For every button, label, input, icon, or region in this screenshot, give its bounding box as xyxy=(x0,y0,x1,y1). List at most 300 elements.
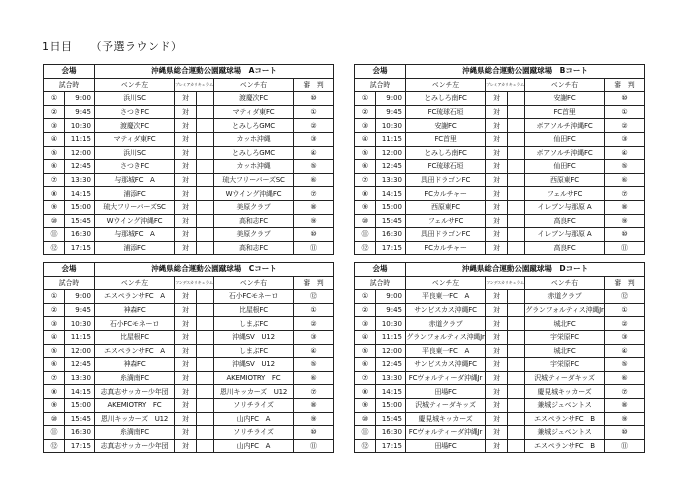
referee-number: ⑧ xyxy=(294,200,334,214)
match-time: 17:15 xyxy=(376,241,406,255)
blank-cell xyxy=(508,241,525,255)
table-row xyxy=(44,119,334,133)
vs-label: 対 xyxy=(486,132,508,146)
blank-cell xyxy=(197,228,214,242)
table-row xyxy=(355,330,645,344)
match-time: 15:45 xyxy=(65,412,95,426)
table-row xyxy=(44,344,334,358)
match-number: ⑨ xyxy=(44,200,65,214)
blank-cell xyxy=(197,344,214,358)
referee-number: ④ xyxy=(605,344,645,358)
match-number: ⑧ xyxy=(44,385,65,399)
vs-label: 対 xyxy=(175,317,197,331)
blank-cell xyxy=(508,385,525,399)
court-d-table xyxy=(354,262,645,453)
match-time: 11:15 xyxy=(376,330,406,344)
vs-label: 対 xyxy=(486,200,508,214)
referee-number: ④ xyxy=(294,146,334,160)
blank-cell xyxy=(197,385,214,399)
vs-label: 対 xyxy=(486,303,508,317)
match-time: 17:15 xyxy=(65,241,95,255)
team-right: ボアソルチ沖縄FC xyxy=(525,146,605,160)
team-right: 高良FC xyxy=(525,214,605,228)
team-left: 神森FC xyxy=(95,303,175,317)
match-number: ⑪ xyxy=(355,426,376,440)
table-row xyxy=(355,290,645,304)
team-left: 平良東一FC A xyxy=(406,344,486,358)
referee-number: ⑫ xyxy=(605,290,645,304)
team-right: ソリチライズ xyxy=(214,398,294,412)
referee-number: ⑥ xyxy=(294,371,334,385)
blank-cell xyxy=(197,132,214,146)
match-number: ⑩ xyxy=(355,214,376,228)
referee-number: ⑦ xyxy=(294,385,334,399)
vs-label: 対 xyxy=(486,358,508,372)
table-row xyxy=(355,173,645,187)
table-row xyxy=(44,439,334,453)
match-time: 15:00 xyxy=(65,398,95,412)
team-right: 山内FC A xyxy=(214,412,294,426)
referee-number: ⑤ xyxy=(605,160,645,174)
blank-cell xyxy=(197,241,214,255)
match-time: 16:30 xyxy=(376,228,406,242)
vs-label: 対 xyxy=(486,160,508,174)
team-right: しまぶFC xyxy=(214,317,294,331)
match-number: ⑪ xyxy=(355,228,376,242)
venue-name: 沖縄県総合運動公園蹴球場 Aコート xyxy=(95,65,334,79)
match-number: ⑤ xyxy=(355,344,376,358)
vs-label: 対 xyxy=(175,200,197,214)
team-right: 兼城ジュベントス xyxy=(525,426,605,440)
team-left: 赤道クラブ xyxy=(406,317,486,331)
header-match-time: 試合時 xyxy=(44,276,95,290)
team-left: 志真志サッカー少年団 xyxy=(95,439,175,453)
team-left: 糸満南FC xyxy=(95,371,175,385)
referee-number: ② xyxy=(294,119,334,133)
referee-number: ② xyxy=(605,317,645,331)
team-right: マティダ東FC xyxy=(214,105,294,119)
match-time: 12:45 xyxy=(376,358,406,372)
blank-cell xyxy=(508,200,525,214)
header-bench-left: ベンチ左 xyxy=(406,276,486,290)
table-row xyxy=(355,358,645,372)
vs-label: 対 xyxy=(486,187,508,201)
vs-label: 対 xyxy=(175,385,197,399)
table-row xyxy=(355,412,645,426)
blank-cell xyxy=(197,439,214,453)
blank-cell xyxy=(508,371,525,385)
referee-number: ⑧ xyxy=(605,398,645,412)
vs-label: 対 xyxy=(175,439,197,453)
referee-number: ⑨ xyxy=(294,412,334,426)
vs-label: 対 xyxy=(486,385,508,399)
table-row xyxy=(355,187,645,201)
team-left: サンビスカス沖縄FC xyxy=(406,358,486,372)
vs-label: 対 xyxy=(175,119,197,133)
vs-label: 対 xyxy=(486,290,508,304)
team-right: 沖縄SV U12 xyxy=(214,358,294,372)
table-row xyxy=(44,398,334,412)
header-referee: 審 判 xyxy=(294,78,334,92)
referee-number: ③ xyxy=(294,330,334,344)
blank-cell xyxy=(197,92,214,106)
match-number: ⑩ xyxy=(355,412,376,426)
vs-label: 対 xyxy=(486,398,508,412)
blank-cell xyxy=(508,358,525,372)
table-row xyxy=(44,105,334,119)
header-bench-right: ベンチ右 xyxy=(525,78,605,92)
round-label: （予選ラウンド） xyxy=(90,40,183,53)
table-row xyxy=(355,398,645,412)
blank-cell xyxy=(197,371,214,385)
team-left: 比屋根FC xyxy=(95,330,175,344)
vs-label: 対 xyxy=(175,146,197,160)
blank-cell xyxy=(197,160,214,174)
team-left: エスペランサFC A xyxy=(95,290,175,304)
blank-cell xyxy=(508,303,525,317)
table-row xyxy=(44,371,334,385)
team-left: FC琉球石垣 xyxy=(406,160,486,174)
referee-number: ⑪ xyxy=(294,241,334,255)
match-time: 9:45 xyxy=(65,303,95,317)
team-right: 琉大フリーバーズSC xyxy=(214,173,294,187)
vs-label: 対 xyxy=(486,228,508,242)
match-number: ⑤ xyxy=(44,146,65,160)
match-number: ④ xyxy=(44,132,65,146)
table-row xyxy=(355,105,645,119)
team-right: しまぶFC xyxy=(214,344,294,358)
team-left: 安謝FC xyxy=(406,119,486,133)
team-right: FC首里 xyxy=(525,105,605,119)
vs-label: 対 xyxy=(175,214,197,228)
table-row xyxy=(44,214,334,228)
blank-cell xyxy=(508,132,525,146)
referee-number: ③ xyxy=(605,330,645,344)
team-left: AKEMIOTRY FC xyxy=(95,398,175,412)
table-row xyxy=(355,214,645,228)
venue-name: 沖縄県総合運動公園蹴球場 Bコート xyxy=(406,65,645,79)
team-right: とみしろGMC xyxy=(214,119,294,133)
vs-label: 対 xyxy=(175,371,197,385)
header-match-time: 試合時 xyxy=(355,276,406,290)
team-right: ボアソルチ沖縄FC xyxy=(525,119,605,133)
referee-number: ⑨ xyxy=(605,412,645,426)
referee-number: ① xyxy=(605,105,645,119)
vs-label: 対 xyxy=(175,160,197,174)
team-right: 慶見城キッカーズ xyxy=(525,385,605,399)
blank-cell xyxy=(197,358,214,372)
header-small-label: プレミアカリキュラム xyxy=(175,78,214,92)
table-row xyxy=(44,317,334,331)
match-time: 13:30 xyxy=(376,173,406,187)
venue-label: 会場 xyxy=(44,263,95,277)
vs-label: 対 xyxy=(486,105,508,119)
referee-number: ⑤ xyxy=(294,160,334,174)
blank-cell xyxy=(508,330,525,344)
vs-label: 対 xyxy=(175,92,197,106)
blank-cell xyxy=(508,344,525,358)
team-right: カッホ沖縄 xyxy=(214,132,294,146)
blank-cell xyxy=(508,105,525,119)
blank-cell xyxy=(197,146,214,160)
referee-number: ⑤ xyxy=(605,358,645,372)
vs-label: 対 xyxy=(486,330,508,344)
match-number: ④ xyxy=(44,330,65,344)
team-left: サンビスカス沖縄FC xyxy=(406,303,486,317)
match-number: ④ xyxy=(355,330,376,344)
venue-row xyxy=(355,65,645,79)
match-time: 15:00 xyxy=(376,200,406,214)
vs-label: 対 xyxy=(486,146,508,160)
match-number: ⑫ xyxy=(355,439,376,453)
venue-row xyxy=(44,65,334,79)
vs-label: 対 xyxy=(175,426,197,440)
referee-number: ③ xyxy=(605,132,645,146)
table-row xyxy=(355,119,645,133)
blank-cell xyxy=(508,412,525,426)
vs-label: 対 xyxy=(486,173,508,187)
blank-cell xyxy=(508,398,525,412)
match-number: ⑪ xyxy=(44,228,65,242)
match-time: 11:15 xyxy=(65,330,95,344)
blank-cell xyxy=(197,330,214,344)
table-row xyxy=(355,385,645,399)
vs-label: 対 xyxy=(175,241,197,255)
team-right: 西原東FC xyxy=(525,173,605,187)
referee-number: ⑥ xyxy=(294,173,334,187)
header-small-label: フンデスカリキュラム xyxy=(175,276,214,290)
match-number: ⑩ xyxy=(44,214,65,228)
team-right: 美原クラブ xyxy=(214,228,294,242)
team-right: 宇栄原FC xyxy=(525,330,605,344)
referee-number: ⑩ xyxy=(605,228,645,242)
table-row xyxy=(44,187,334,201)
match-time: 16:30 xyxy=(65,228,95,242)
match-number: ⑨ xyxy=(355,398,376,412)
match-number: ⑦ xyxy=(44,173,65,187)
table-row xyxy=(44,241,334,255)
team-right: 赤道クラブ xyxy=(525,290,605,304)
match-time: 15:45 xyxy=(65,214,95,228)
match-number: ⑤ xyxy=(44,344,65,358)
venue-name: 沖縄県総合運動公園蹴球場 Dコート xyxy=(406,263,645,277)
match-time: 15:45 xyxy=(376,214,406,228)
vs-label: 対 xyxy=(486,412,508,426)
team-left: 慶見城キッカーズ xyxy=(406,412,486,426)
referee-number: ⑦ xyxy=(294,187,334,201)
team-right: イレブン与那原 A xyxy=(525,228,605,242)
match-time: 9:00 xyxy=(376,92,406,106)
blank-cell xyxy=(508,160,525,174)
header-bench-left: ベンチ左 xyxy=(95,276,175,290)
referee-number: ⑩ xyxy=(294,426,334,440)
team-left: FC琉球石垣 xyxy=(406,105,486,119)
blank-cell xyxy=(197,187,214,201)
match-time: 13:30 xyxy=(376,371,406,385)
match-time: 14:15 xyxy=(65,187,95,201)
blank-cell xyxy=(508,119,525,133)
match-time: 13:30 xyxy=(65,173,95,187)
team-right: 高和志FC xyxy=(214,214,294,228)
blank-cell xyxy=(508,228,525,242)
column-header-row xyxy=(355,276,645,290)
team-right: 沖縄SV U12 xyxy=(214,330,294,344)
header-bench-left: ベンチ左 xyxy=(406,78,486,92)
vs-label: 対 xyxy=(175,344,197,358)
match-time: 10:30 xyxy=(65,119,95,133)
match-time: 12:45 xyxy=(376,160,406,174)
match-time: 9:45 xyxy=(376,105,406,119)
table-row xyxy=(44,385,334,399)
match-time: 9:00 xyxy=(376,290,406,304)
referee-number: ⑤ xyxy=(294,358,334,372)
header-referee: 審 判 xyxy=(294,276,334,290)
match-number: ② xyxy=(44,105,65,119)
team-right: 宇栄原FC xyxy=(525,358,605,372)
referee-number: ① xyxy=(294,105,334,119)
team-right: 安謝FC xyxy=(525,92,605,106)
referee-number: ⑨ xyxy=(605,214,645,228)
match-number: ⑦ xyxy=(44,371,65,385)
match-number: ⑫ xyxy=(44,241,65,255)
match-number: ⑥ xyxy=(44,160,65,174)
blank-cell xyxy=(508,317,525,331)
blank-cell xyxy=(508,173,525,187)
match-time: 16:30 xyxy=(65,426,95,440)
team-right: 沢城ティーダキッズ xyxy=(525,371,605,385)
blank-cell xyxy=(508,214,525,228)
match-number: ① xyxy=(44,290,65,304)
vs-label: 対 xyxy=(175,228,197,242)
blank-cell xyxy=(197,105,214,119)
vs-label: 対 xyxy=(486,119,508,133)
match-number: ③ xyxy=(355,317,376,331)
header-referee: 審 判 xyxy=(605,276,645,290)
team-left: マティダ東FC xyxy=(95,132,175,146)
referee-number: ④ xyxy=(605,146,645,160)
match-number: ⑥ xyxy=(355,160,376,174)
header-bench-right: ベンチ右 xyxy=(525,276,605,290)
table-row xyxy=(355,241,645,255)
referee-number: ⑫ xyxy=(294,290,334,304)
referee-number: ⑦ xyxy=(605,187,645,201)
team-right: イレブン与那原 A xyxy=(525,200,605,214)
header-small-label: フンデスカリキュラム xyxy=(486,276,525,290)
team-left: FCヴォルティーダ沖縄Jr xyxy=(406,371,486,385)
table-row xyxy=(44,173,334,187)
court-a-table xyxy=(43,64,334,255)
team-right: 山内FC A xyxy=(214,439,294,453)
blank-cell xyxy=(508,187,525,201)
table-row xyxy=(44,146,334,160)
team-left: FCカルチャー xyxy=(406,241,486,255)
team-right: カッホ沖縄 xyxy=(214,160,294,174)
match-number: ② xyxy=(355,303,376,317)
match-number: ① xyxy=(44,92,65,106)
table-row xyxy=(355,200,645,214)
referee-number: ① xyxy=(294,303,334,317)
team-right: ソリチライズ xyxy=(214,426,294,440)
referee-number: ② xyxy=(605,119,645,133)
match-time: 15:00 xyxy=(376,398,406,412)
table-row xyxy=(44,200,334,214)
match-time: 9:45 xyxy=(376,303,406,317)
blank-cell xyxy=(508,92,525,106)
table-row xyxy=(44,412,334,426)
team-left: 渡慶次FC xyxy=(95,119,175,133)
blank-cell xyxy=(197,398,214,412)
blank-cell xyxy=(508,426,525,440)
match-number: ⑥ xyxy=(355,358,376,372)
referee-number: ⑪ xyxy=(605,439,645,453)
team-right: グランフォルティス沖縄Jr xyxy=(525,303,605,317)
venue-label: 会場 xyxy=(44,65,95,79)
referee-number: ⑩ xyxy=(605,92,645,106)
team-left: 与那城FC A xyxy=(95,228,175,242)
referee-number: ⑩ xyxy=(294,92,334,106)
team-right: 比屋根FC xyxy=(214,303,294,317)
header-bench-right: ベンチ右 xyxy=(214,78,294,92)
blank-cell xyxy=(197,119,214,133)
team-right: 恩川キッカーズ U12 xyxy=(214,385,294,399)
header-bench-left: ベンチ左 xyxy=(95,78,175,92)
header-match-time: 試合時 xyxy=(44,78,95,92)
vs-label: 対 xyxy=(486,344,508,358)
match-number: ⑨ xyxy=(44,398,65,412)
column-header-row xyxy=(44,78,334,92)
vs-label: 対 xyxy=(486,92,508,106)
match-time: 12:00 xyxy=(376,146,406,160)
vs-label: 対 xyxy=(175,290,197,304)
referee-number: ⑦ xyxy=(605,385,645,399)
match-number: ⑤ xyxy=(355,146,376,160)
venue-name: 沖縄県総合運動公園蹴球場 Cコート xyxy=(95,263,334,277)
table-row xyxy=(44,303,334,317)
match-number: ⑦ xyxy=(355,371,376,385)
team-right: 美原クラブ xyxy=(214,200,294,214)
table-row xyxy=(44,290,334,304)
table-row xyxy=(355,317,645,331)
header-bench-right: ベンチ右 xyxy=(214,276,294,290)
team-right: とみしろGMC xyxy=(214,146,294,160)
match-number: ⑥ xyxy=(44,358,65,372)
court-c-table xyxy=(43,262,334,453)
blank-cell xyxy=(197,214,214,228)
team-left: FCカルチャー xyxy=(406,187,486,201)
blank-cell xyxy=(197,426,214,440)
vs-label: 対 xyxy=(175,358,197,372)
referee-number: ⑩ xyxy=(294,228,334,242)
team-left: 具田ドラゴンFC xyxy=(406,173,486,187)
vs-label: 対 xyxy=(486,371,508,385)
table-row xyxy=(355,439,645,453)
team-left: 浦添FC xyxy=(95,187,175,201)
table-row xyxy=(355,92,645,106)
table-row xyxy=(355,344,645,358)
blank-cell xyxy=(197,290,214,304)
match-time: 17:15 xyxy=(376,439,406,453)
referee-number: ② xyxy=(294,317,334,331)
match-time: 14:15 xyxy=(65,385,95,399)
table-row xyxy=(44,358,334,372)
blank-cell xyxy=(197,303,214,317)
vs-label: 対 xyxy=(486,426,508,440)
blank-cell xyxy=(508,290,525,304)
match-number: ② xyxy=(355,105,376,119)
match-number: ⑧ xyxy=(44,187,65,201)
venue-label: 会場 xyxy=(355,65,406,79)
referee-number: ⑨ xyxy=(294,214,334,228)
